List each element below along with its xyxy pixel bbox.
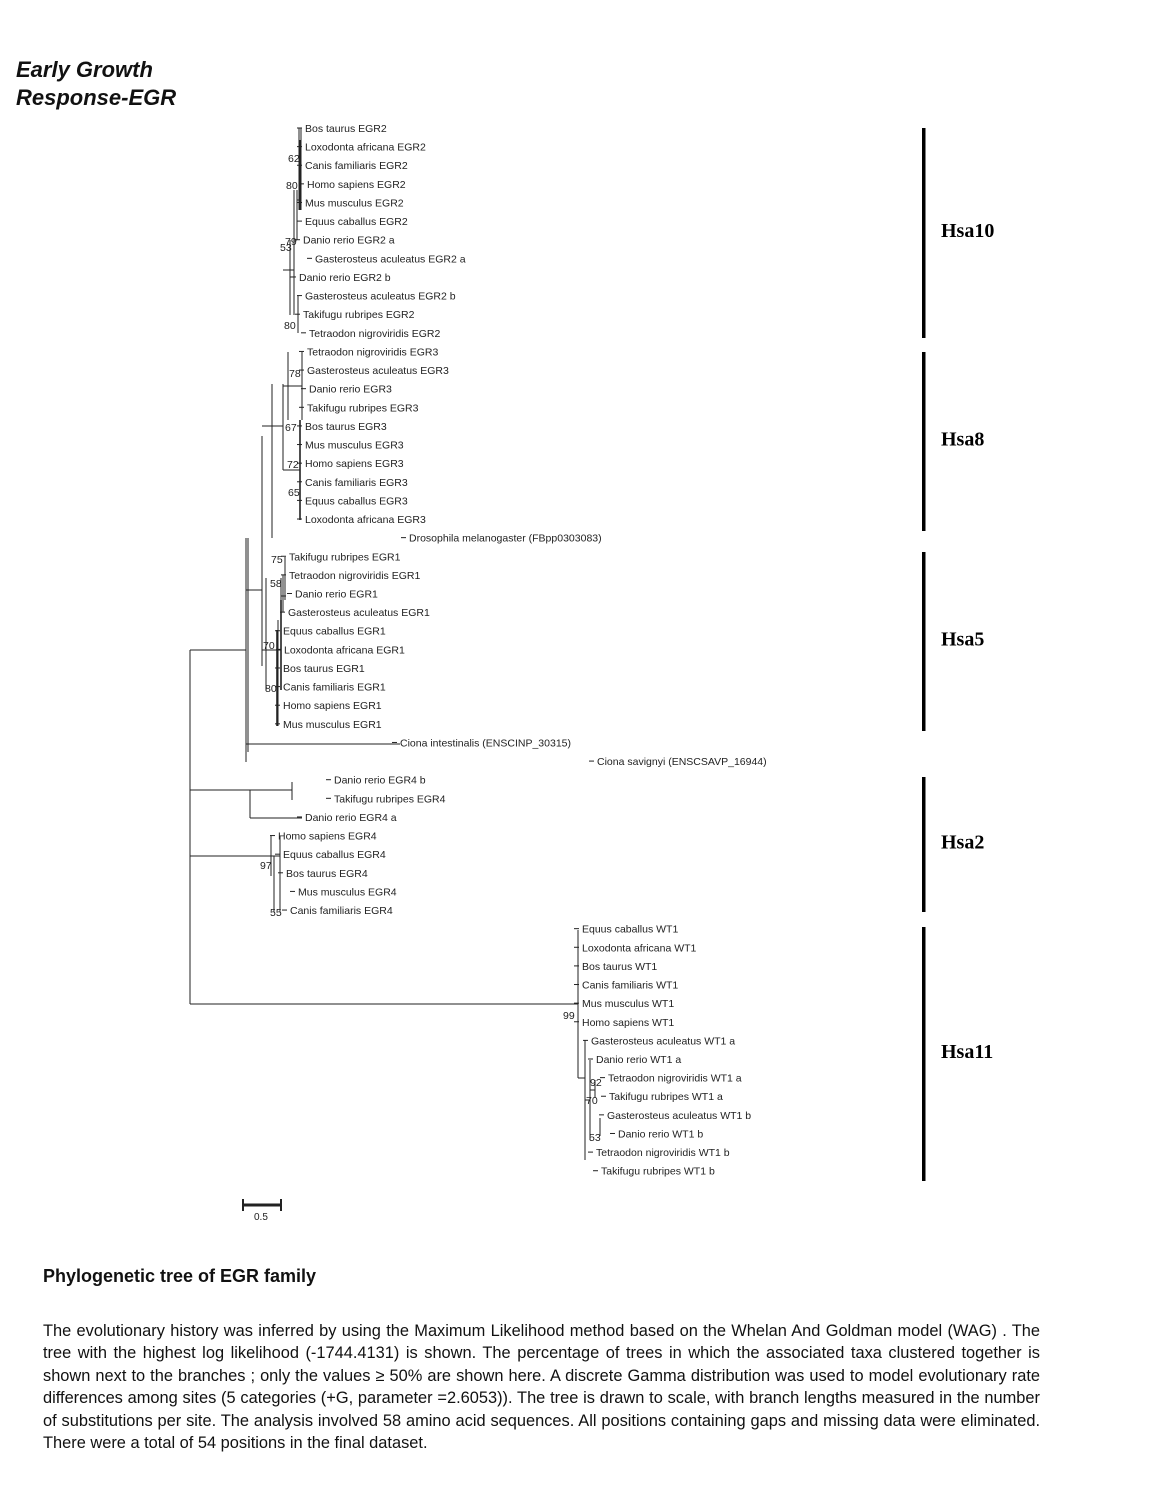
bootstrap-value: 80 bbox=[265, 683, 277, 695]
caption-body: The evolutionary history was inferred by using the Maximum Likelihood method based on the Whelan And Goldman model (WAG) . The tree with the highest log likelihood (-1744.4131) is shown. The percentage of trees in which the associated taxa clustered together is shown next to the branches ; only the values ≥ 50% are shown here. A discrete Gamma distribution was used to model evolutionary rate differences among sites (5 categories (+G, parameter =2.6053)). The tree is drawn to scale, with branch lengths measured in the number of substitutions per site. The analysis involved 58 amino acid sequences. All positions containing gaps and missing data were eliminated. There were a total of 54 positions in the final dataset. bbox=[43, 1322, 1040, 1453]
taxon-label: Danio rerio WT1 b bbox=[618, 1128, 704, 1141]
taxon-label: Loxodonta africana EGR2 bbox=[305, 141, 426, 154]
taxon-label: Danio rerio EGR2 a bbox=[303, 234, 395, 247]
taxon-label: Tetraodon nigroviridis EGR3 bbox=[307, 346, 439, 359]
taxon-label: Equus caballus EGR1 bbox=[283, 625, 386, 638]
taxon-label: Bos taurus EGR1 bbox=[283, 662, 365, 675]
group-label: Hsa2 bbox=[941, 831, 985, 854]
taxon-label: Gasterosteus aculeatus EGR2 b bbox=[305, 290, 456, 303]
taxon-label: Mus musculus EGR1 bbox=[283, 718, 382, 731]
taxon-label: Ciona savignyi (ENSCSAVP_16944) bbox=[597, 756, 767, 769]
bootstrap-value: 53 bbox=[589, 1132, 601, 1144]
group-label: Hsa10 bbox=[941, 220, 995, 242]
bootstrap-value: 99 bbox=[563, 1010, 575, 1022]
taxon-label: Takifugu rubripes WT1 a bbox=[609, 1091, 723, 1104]
taxon-label: Drosophila melanogaster (FBpp0303083) bbox=[409, 532, 602, 545]
taxon-label: Equus caballus EGR3 bbox=[305, 495, 408, 508]
taxon-label: Homo sapiens EGR2 bbox=[307, 178, 406, 191]
bootstrap-value: 72 bbox=[287, 459, 299, 471]
bootstrap-value: 70 bbox=[586, 1095, 598, 1107]
taxon-label: Bos taurus EGR4 bbox=[286, 867, 368, 880]
taxon-label: Tetraodon nigroviridis WT1 a bbox=[608, 1072, 742, 1085]
taxon-label: Danio rerio EGR2 b bbox=[299, 271, 391, 284]
taxon-label: Takifugu rubripes EGR3 bbox=[307, 402, 419, 415]
group-label: Hsa5 bbox=[941, 628, 985, 651]
bootstrap-value: 65 bbox=[288, 487, 300, 499]
bootstrap-value: 55 bbox=[270, 907, 282, 919]
taxon-label: Homo sapiens EGR1 bbox=[283, 700, 382, 713]
taxon-label: Mus musculus WT1 bbox=[582, 998, 675, 1011]
taxon-label: Tetraodon nigroviridis EGR1 bbox=[289, 569, 421, 582]
taxon-label: Canis familiaris EGR1 bbox=[283, 681, 386, 694]
taxon-label: Danio rerio EGR1 bbox=[295, 588, 378, 601]
taxon-label: Mus musculus EGR2 bbox=[305, 197, 404, 210]
bootstrap-value: 97 bbox=[260, 860, 272, 872]
taxon-label: Gasterosteus aculeatus EGR1 bbox=[288, 607, 430, 620]
bootstrap-value: 92 bbox=[590, 1077, 602, 1089]
taxon-label: Gasterosteus aculeatus WT1 a bbox=[591, 1035, 736, 1048]
scale-bar-label: 0.5 bbox=[254, 1212, 268, 1223]
group-bar bbox=[922, 777, 926, 912]
taxon-label: Loxodonta africana EGR1 bbox=[284, 644, 405, 657]
group-label: Hsa8 bbox=[941, 428, 985, 451]
taxon-label: Mus musculus EGR3 bbox=[305, 439, 404, 452]
bootstrap-value: 78 bbox=[289, 368, 301, 380]
taxon-label: Canis familiaris EGR4 bbox=[290, 905, 393, 918]
taxon-label: Danio rerio EGR4 b bbox=[334, 774, 426, 787]
taxon-label: Danio rerio EGR4 a bbox=[305, 811, 397, 824]
taxon-label: Homo sapiens EGR3 bbox=[305, 458, 404, 471]
taxon-label: Gasterosteus aculeatus WT1 b bbox=[607, 1109, 752, 1122]
taxon-label: Bos taurus EGR2 bbox=[305, 123, 387, 135]
group-bar bbox=[922, 352, 926, 531]
taxon-label: Equus caballus EGR2 bbox=[305, 216, 408, 229]
taxon-label: Canis familiaris EGR2 bbox=[305, 160, 408, 173]
taxon-label: Takifugu rubripes WT1 b bbox=[601, 1165, 715, 1178]
taxon-label: Tetraodon nigroviridis WT1 b bbox=[596, 1147, 730, 1160]
figure-title-line-2: Response-EGR bbox=[16, 85, 177, 110]
group-bar bbox=[922, 128, 926, 338]
taxon-label: Danio rerio EGR3 bbox=[309, 383, 392, 396]
taxon-label: Tetraodon nigroviridis EGR2 bbox=[309, 327, 441, 340]
taxon-label: Gasterosteus aculeatus EGR2 a bbox=[315, 253, 466, 266]
taxon-label: Takifugu rubripes EGR1 bbox=[289, 551, 401, 564]
taxon-label: Canis familiaris EGR3 bbox=[305, 476, 408, 489]
caption-title: Phylogenetic tree of EGR family bbox=[43, 1266, 317, 1286]
taxon-label: Ciona intestinalis (ENSCINP_30315) bbox=[400, 737, 571, 750]
taxon-label: Mus musculus EGR4 bbox=[298, 886, 397, 899]
bootstrap-value: 62 bbox=[288, 153, 300, 165]
taxon-label: Homo sapiens WT1 bbox=[582, 1016, 675, 1029]
taxon-label: Gasterosteus aculeatus EGR3 bbox=[307, 365, 449, 378]
group-bar bbox=[922, 552, 926, 731]
bootstrap-value: 80 bbox=[284, 320, 296, 332]
bootstrap-value: 70 bbox=[263, 640, 275, 652]
bootstrap-value: 67 bbox=[285, 422, 297, 434]
bootstrap-value: 75 bbox=[271, 554, 283, 566]
taxon-label: Loxodonta africana EGR3 bbox=[305, 514, 426, 527]
figure-title-line-1: Early Growth bbox=[16, 57, 153, 82]
bootstrap-value: 53 bbox=[280, 242, 292, 254]
taxon-label: Takifugu rubripes EGR4 bbox=[334, 793, 446, 806]
bootstrap-value: 58 bbox=[270, 578, 282, 590]
taxon-label: Bos taurus WT1 bbox=[582, 960, 658, 973]
group-label: Hsa11 bbox=[941, 1041, 994, 1063]
taxon-label: Loxodonta africana WT1 bbox=[582, 942, 697, 955]
bootstrap-value: 79 bbox=[285, 236, 297, 248]
bootstrap-value: 80 bbox=[286, 180, 298, 192]
taxon-label: Homo sapiens EGR4 bbox=[278, 830, 377, 843]
taxon-label: Equus caballus EGR4 bbox=[283, 849, 386, 862]
taxon-label: Equus caballus WT1 bbox=[582, 923, 679, 936]
group-bar bbox=[922, 927, 926, 1181]
taxon-label: Canis familiaris WT1 bbox=[582, 979, 679, 992]
taxon-label: Danio rerio WT1 a bbox=[596, 1054, 682, 1066]
taxon-label: Bos taurus EGR3 bbox=[305, 420, 387, 433]
taxon-label: Takifugu rubripes EGR2 bbox=[303, 309, 415, 322]
